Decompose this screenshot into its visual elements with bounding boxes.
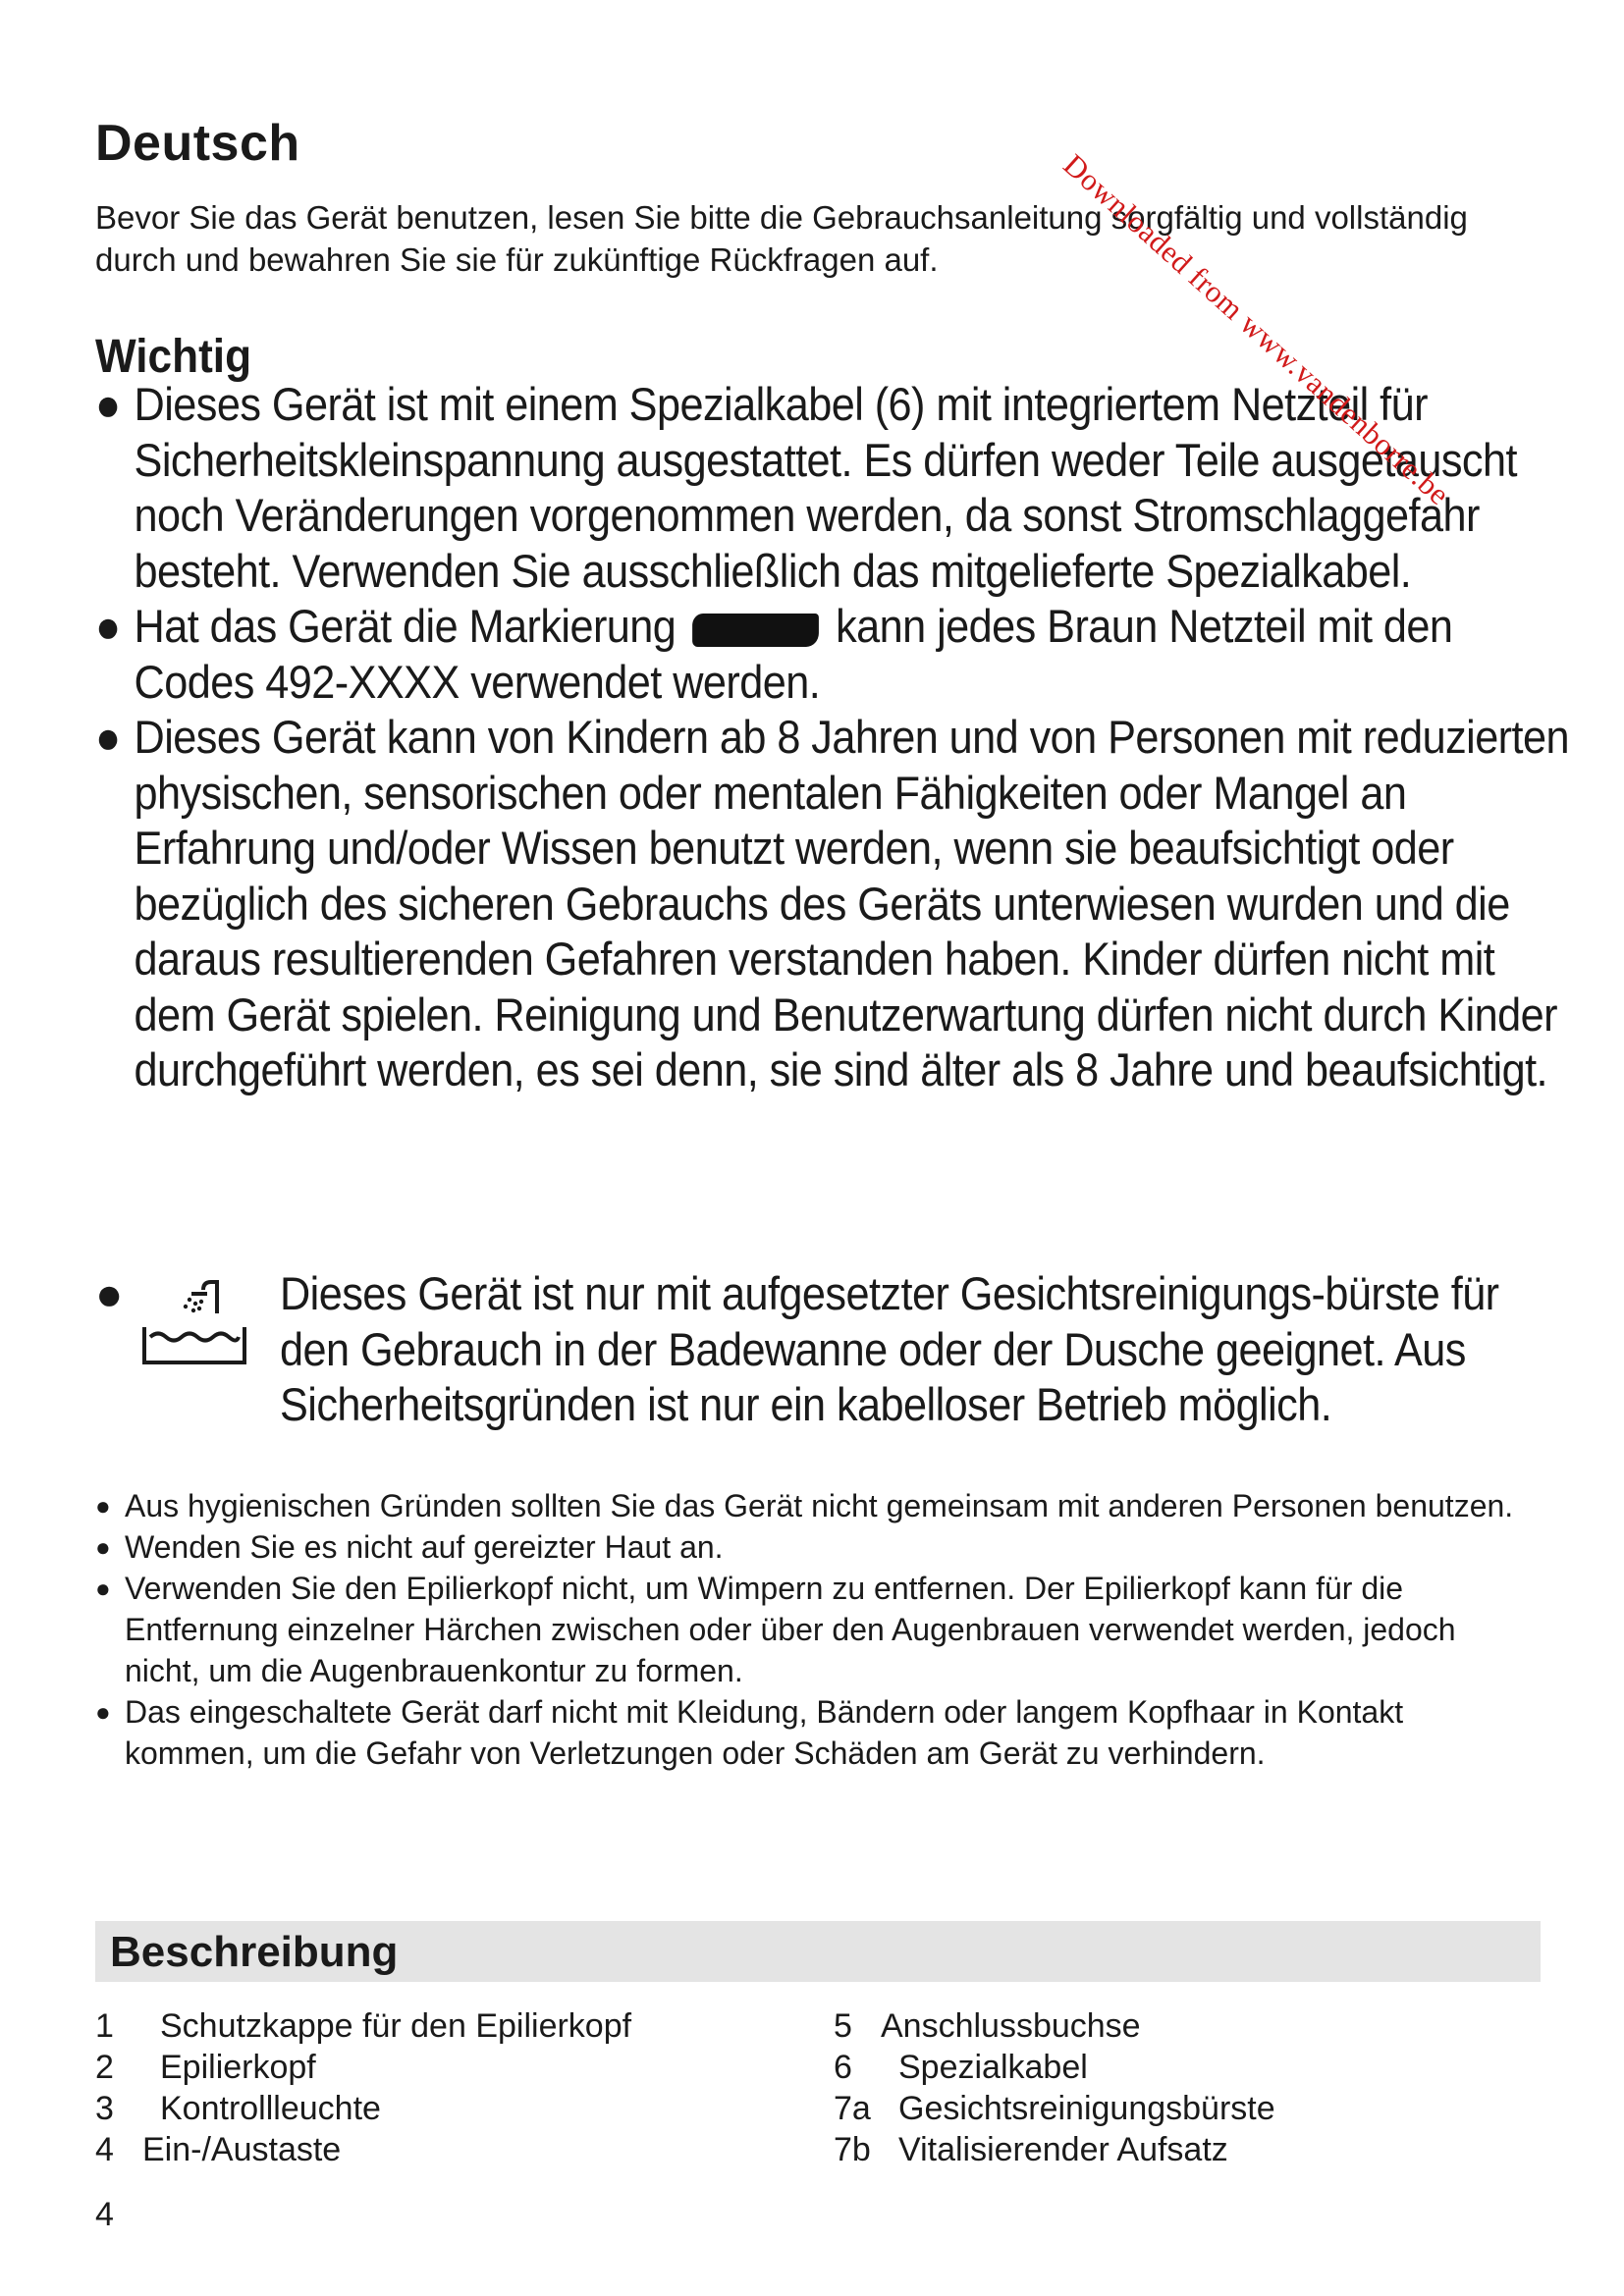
important-heading: Wichtig bbox=[95, 331, 252, 383]
bath-shower-icon bbox=[135, 1276, 252, 1374]
important-list bbox=[95, 377, 1569, 1098]
bullet-icon: ● bbox=[95, 1532, 111, 1562]
download-watermark: Downloaded from www.vandenborre.be bbox=[1056, 147, 1457, 512]
page-title: Deutsch bbox=[95, 115, 300, 172]
bullet-icon: ● bbox=[95, 1491, 111, 1521]
description-item: 2 Epilierkopf bbox=[95, 2049, 316, 2086]
list-item: ● Hat das Gerät die Markierung kann jedes Braun Netzteil mit den Codes 492-XXXX verwendet werden. bbox=[95, 600, 1453, 708]
bullet-icon: ● bbox=[95, 1267, 124, 1319]
description-item: 7b Vitalisierender Aufsatz bbox=[834, 2131, 1228, 2168]
list-item: ● Dieses Gerät ist mit einem Spezialkabel (6) mit integriertem Netzteil für Sicherheitskleinspannung ausgestattet. Es dürfen weder Teile ausgetauscht noch Veränderungen vorgenommen werden, da sonst Stromschlaggefahr besteht. Verwenden Sie ausschließlich das mitgelieferte Spezialkabel. bbox=[95, 378, 1517, 597]
redacted-marking-symbol bbox=[692, 614, 819, 647]
list-item: ● Wenden Sie es nicht auf gereizter Haut an. bbox=[95, 1526, 1539, 1568]
intro-paragraph: Bevor Sie das Gerät benutzen, lesen Sie bitte die Gebrauchsanleitung sorgfältig und vollständig durch und bewahren Sie sie für zukünftige Rückfragen auf. bbox=[95, 199, 1468, 278]
manual-page: Deutsch Bevor Sie das Gerät benutzen, lesen Sie bitte die Gebrauchsanleitung sorgfältig und vollständig durch und bewahren Sie sie für zukünftige Rückfragen auf. Wichtig ● Dieses Gerät ist mit einem Spezialkabel (6) mit integriertem Netzteil für Sicherheitskleinspannung ausgestattet. Es dürfen weder Teile ausgetauscht noch Veränderungen vorgenommen werden, da sonst Stromschlaggefahr besteht. Verwenden Sie ausschließlich das mitgelieferte Spezialkabel. ● Hat das Gerät die Markierung kann jedes Braun Netzteil mit den Codes 492-XXXX verwendet werden. ● Dieses Gerät kann von Kindern ab 8 Jahren und von Personen mit reduzierten physischen, sensorischen oder mentalen Fähigkeiten oder Mangel an Erfahrung und/oder Wissen benutzt werden, wenn sie beaufsichtigt oder bezüglich des sicheren Gebrauchs des Geräts unterwiesen wurden und die daraus resultierenden Gefahren verstanden haben. Kinder dürfen nicht mit dem Gerät spielen. Reinigung und Benutzerwartung dürfen nicht durch Kinder durchgeführt werden, es sei denn, sie sind älter als 8 Jahre und beaufsichtigt. ● Dieses Gerät ist nur mit aufgesetzter Gesichtsreinigungs-bürste für den Gebrauch in der Badewanne oder der Dusche geeignet. Aus Sicherheitsgründen ist nur ein kabelloser Betrieb möglich. ● Aus hygienischen Gründen sollten Sie das Gerät nicht gemeinsam mit anderen Personen benutzen. ● Wenden Sie es nicht auf gereizter Haut an. ● Verwenden Sie den Epilierkopf nicht, um Wimpern zu entfernen. Der Epilierkopf kann für die Entfernung einzelner Härchen zwischen oder über den Augenbrauen verwendet werden, jedoch nicht, um die Augenbrauenkontur zu formen. ● Das eingeschaltete Gerät darf nicht mit Kleidung, Bändern oder langem Kopfhaar in Kontakt kommen, um die Gefahr von Verletzungen oder Schäden am Gerät zu verhindern. Beschreibung 1 Schutzkappe für den Epilierkopf 2 Epilierkopf 3 Kontrollleuchte 4 Ein-/Austaste 5 Anschlussbuchse 6 Spezialkabel 7a Gesichtsreinigungsbürste 7b Vitalisierender Aufsatz 4 Downloaded from www.vandenborre.be bbox=[0, 0, 1624, 2296]
list-item: ● Dieses Gerät kann von Kindern ab 8 Jahren und von Personen mit reduzierten physischen, sensorischen oder mentalen Fähigkeiten oder Mangel an Erfahrung und/oder Wissen benutzt werden, wenn sie beaufsichtigt oder bezüglich des sicheren Gebrauchs des Geräts unterwiesen wurden und die daraus resultierenden Gefahren verstanden haben. Kinder dürfen nicht mit dem Gerät spielen. Reinigung und Benutzerwartung dürfen nicht durch Kinder durchgeführt werden, es sei denn, sie sind älter als 8 Jahre und beaufsichtigt. bbox=[95, 711, 1569, 1095]
list-item: ● Aus hygienischen Gründen sollten Sie das Gerät nicht gemeinsam mit anderen Personen benutzen. bbox=[95, 1485, 1539, 1526]
page-number: 4 bbox=[95, 2196, 114, 2233]
description-heading: Beschreibung bbox=[110, 1928, 399, 1976]
bullet-icon: ● bbox=[95, 378, 121, 430]
description-item: 4 Ein-/Austaste bbox=[95, 2131, 342, 2168]
description-item: 7a Gesichtsreinigungsbürste bbox=[834, 2090, 1275, 2127]
description-item: 3 Kontrollleuchte bbox=[95, 2090, 381, 2127]
bullet-icon: ● bbox=[95, 600, 121, 652]
additional-safety-list bbox=[95, 1485, 1539, 1774]
description-item: 5 Anschlussbuchse bbox=[834, 2007, 1141, 2045]
bullet-icon: ● bbox=[95, 1574, 111, 1603]
list-item: ● Verwenden Sie den Epilierkopf nicht, um Wimpern zu entfernen. Der Epilierkopf kann für die Entfernung einzelner Härchen zwischen oder über den Augenbrauen verwendet werden, jedoch nicht, um die Augenbrauenkontur zu formen. bbox=[95, 1568, 1539, 1691]
list-item: ● Das eingeschaltete Gerät darf nicht mit Kleidung, Bändern oder langem Kopfhaar in Kontakt kommen, um die Gefahr von Verletzungen oder Schäden am Gerät zu verhindern. bbox=[95, 1691, 1539, 1774]
description-item: 1 Schutzkappe für den Epilierkopf bbox=[95, 2007, 632, 2045]
description-list-left bbox=[95, 2005, 631, 2170]
description-list-right bbox=[834, 2005, 1275, 2170]
bullet-icon: ● bbox=[95, 711, 121, 763]
description-section-header bbox=[95, 1921, 1541, 1982]
description-item: 6 Spezialkabel bbox=[834, 2049, 1088, 2086]
bullet-icon: ● bbox=[95, 1697, 111, 1727]
